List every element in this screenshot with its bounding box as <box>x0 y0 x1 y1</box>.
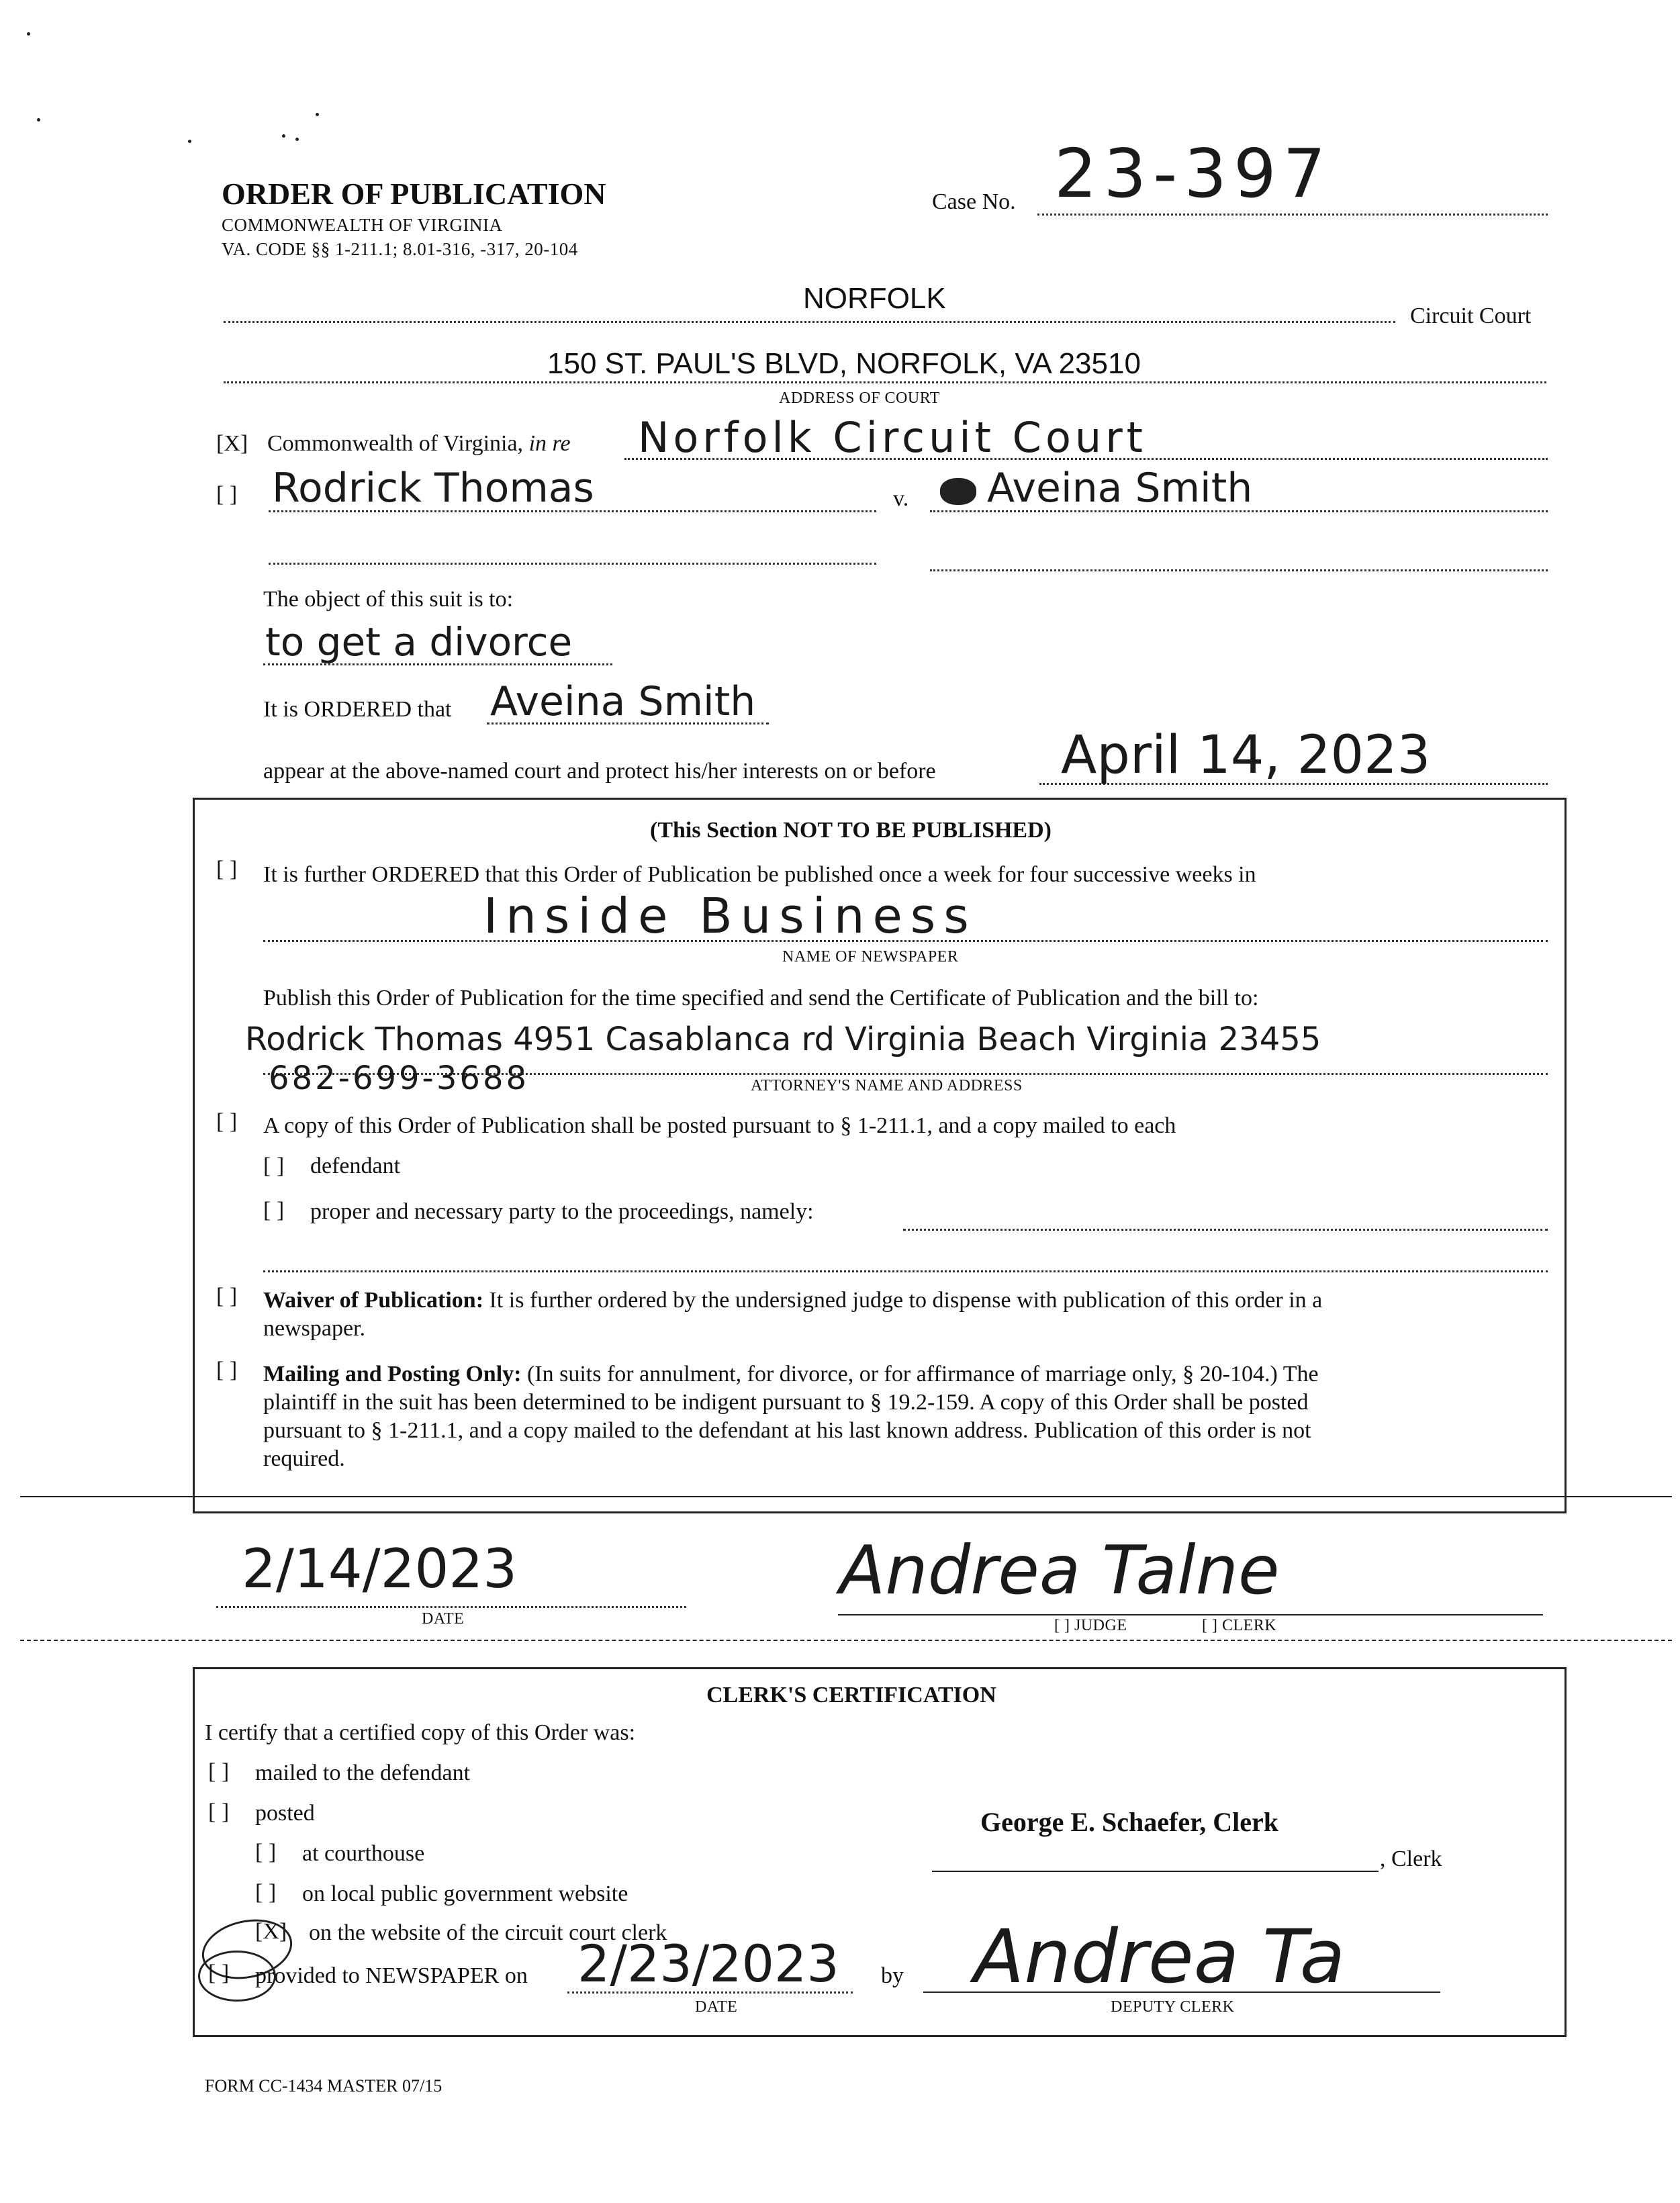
gov-website-checkbox[interactable]: [ ] <box>255 1880 277 1905</box>
waiver-line <box>263 1288 1322 1313</box>
provided-date-label: DATE <box>695 1998 738 2016</box>
judge-label[interactable]: [ ] JUDGE <box>1054 1617 1127 1634</box>
copy-checkbox[interactable]: [ ] <box>216 1109 238 1134</box>
clerk-name-line <box>932 1871 1379 1872</box>
appear-text: appear at the above-named court and protect his/her interests on or before <box>263 759 936 784</box>
copy-text: A copy of this Order of Publication shall be posted pursuant to § 1-211.1, and a copy mailed to each <box>263 1113 1176 1138</box>
publish-checkbox[interactable]: [ ] <box>216 857 238 882</box>
page-rule <box>20 1640 1672 1641</box>
address-of-court-label: ADDRESS OF COURT <box>779 389 940 407</box>
newspaper-label: NAME OF NEWSPAPER <box>782 948 959 966</box>
scan-speck <box>295 138 299 141</box>
defendant-name[interactable]: Aveina Smith <box>987 465 1253 512</box>
in-re-value[interactable]: Norfolk Circuit Court <box>638 413 1147 462</box>
waiver-text-2: newspaper. <box>263 1316 366 1341</box>
circuit-court-label: Circuit Court <box>1410 303 1532 328</box>
mailed-checkbox[interactable]: [ ] <box>208 1759 230 1784</box>
court-address-line <box>224 381 1546 383</box>
posted-text: posted <box>255 1801 315 1826</box>
page-rule <box>20 1496 1672 1497</box>
order-date[interactable]: 2/14/2023 <box>242 1538 518 1600</box>
mailing-checkbox[interactable]: [ ] <box>216 1358 238 1382</box>
checkbox-commonwealth[interactable]: [X] <box>216 431 248 456</box>
judge-signature[interactable]: Andrea Talne <box>839 1531 1280 1609</box>
form-subtitle: COMMONWEALTH OF VIRGINIA <box>222 215 503 235</box>
mailing-line-4: required. <box>263 1446 345 1471</box>
in-re-label: in re <box>528 431 571 456</box>
plaintiff-name[interactable]: Rodrick Thomas <box>272 465 594 512</box>
mailed-text: mailed to the defendant <box>255 1761 471 1785</box>
scan-speck <box>188 140 191 143</box>
newspaper-checkbox[interactable]: [ ] <box>208 1961 230 1985</box>
clerk-stamp: George E. Schaefer, Clerk <box>980 1807 1278 1837</box>
attorney-label: ATTORNEY'S NAME AND ADDRESS <box>751 1077 1023 1094</box>
newspaper-provided-text: provided to NEWSPAPER on <box>255 1963 528 1988</box>
certification-intro: I certify that a certified copy of this Order was: <box>205 1720 636 1745</box>
scan-speck <box>27 32 30 36</box>
gov-website-text: on local public government website <box>302 1881 628 1906</box>
waiver-title: Waiver of Publication: <box>263 1288 484 1313</box>
waiver-checkbox[interactable]: [ ] <box>216 1284 238 1309</box>
courthouse-checkbox[interactable]: [ ] <box>255 1840 277 1865</box>
court-name[interactable]: NORFOLK <box>803 282 946 315</box>
form-id: FORM CC-1434 MASTER 07/15 <box>205 2076 442 2096</box>
attorney-line-1[interactable]: Rodrick Thomas 4951 Casablanca rd Virginia Beach Virginia 23455 <box>245 1021 1321 1058</box>
send-text: Publish this Order of Publication for the time specified and send the Certificate of Publication and the bill to: <box>263 986 1259 1011</box>
section-heading: (This Section NOT TO BE PUBLISHED) <box>650 818 1052 843</box>
commonwealth-text: Commonwealth of Virginia, <box>267 431 524 456</box>
order-date-label: DATE <box>422 1610 465 1628</box>
object-label: The object of this suit is to: <box>263 587 514 612</box>
mailing-line-2: plaintiff in the suit has been determined to be indigent pursuant to § 19.2-159. A copy of this Order shall be posted <box>263 1390 1309 1415</box>
deputy-signature-line <box>923 1991 1440 1993</box>
defendant-checkbox[interactable]: [ ] <box>263 1154 285 1178</box>
case-label: Case No. <box>932 189 1016 214</box>
provided-date[interactable]: 2/23/2023 <box>577 1934 839 1994</box>
deputy-clerk-label: DEPUTY CLERK <box>1111 1998 1235 2016</box>
judge-signature-line <box>838 1614 1543 1615</box>
case-number-line <box>1037 214 1548 216</box>
defendant-line-2 <box>930 569 1548 571</box>
publish-text: It is further ORDERED that this Order of Publication be published once a week for four successive weeks in <box>263 862 1256 887</box>
court-name-line <box>224 321 1395 323</box>
newspaper-name[interactable]: Inside Business <box>483 888 977 944</box>
va-code: VA. CODE §§ 1-211.1; 8.01-316, -317, 20-104 <box>222 239 578 259</box>
court-address[interactable]: 150 ST. PAUL'S BLVD, NORFOLK, VA 23510 <box>547 347 1141 380</box>
plaintiff-line-2 <box>269 563 876 565</box>
mailing-title: Mailing and Posting Only: <box>263 1362 522 1387</box>
commonwealth-label <box>267 431 571 457</box>
clerk-label[interactable]: [ ] CLERK <box>1202 1617 1277 1634</box>
attorney-line-2[interactable]: 682-699-3688 <box>269 1060 530 1097</box>
by-label: by <box>881 1963 904 1988</box>
party-line <box>903 1229 1548 1231</box>
ordered-label: It is ORDERED that <box>263 697 452 722</box>
mailing-line-3: pursuant to § 1-211.1, and a copy mailed to the defendant at his last known address. Publication of this order is not <box>263 1418 1311 1443</box>
scan-speck <box>37 118 40 122</box>
form-title: ORDER OF PUBLICATION <box>222 177 606 211</box>
party-checkbox[interactable]: [ ] <box>263 1198 285 1223</box>
scan-speck <box>316 113 319 116</box>
scribble-mark <box>940 478 976 505</box>
party-text: proper and necessary party to the proceedings, namely: <box>310 1199 814 1224</box>
clerk-website-text: on the website of the circuit court clerk <box>309 1920 667 1945</box>
case-number[interactable]: 23-397 <box>1054 134 1333 213</box>
scan-speck <box>282 134 285 138</box>
posted-checkbox[interactable]: [ ] <box>208 1799 230 1824</box>
certification-heading: CLERK'S CERTIFICATION <box>706 1683 996 1707</box>
ordered-value[interactable]: Aveina Smith <box>490 678 756 725</box>
courthouse-text: at courthouse <box>302 1841 425 1866</box>
deputy-signature[interactable]: Andrea Ta <box>974 1914 1346 2000</box>
party-line-2 <box>263 1270 1548 1272</box>
object-value[interactable]: to get a divorce <box>265 619 573 665</box>
mailing-line-1: (In suits for annulment, for divorce, or for affirmance of marriage only, § 20-104.) The <box>526 1362 1319 1387</box>
defendant-text: defendant <box>310 1154 401 1178</box>
checkbox-parties[interactable]: [ ] <box>216 482 238 507</box>
appear-date[interactable]: April 14, 2023 <box>1061 725 1431 786</box>
mailing-line-1-wrap <box>263 1362 1319 1387</box>
order-date-line <box>216 1606 686 1608</box>
waiver-text: It is further ordered by the undersigned judge to dispense with publication of this order in a <box>489 1288 1323 1313</box>
clerk-website-checkbox[interactable]: [X] <box>255 1919 287 1944</box>
clerk-suffix: , Clerk <box>1380 1846 1442 1871</box>
versus-label: v. <box>893 486 909 511</box>
